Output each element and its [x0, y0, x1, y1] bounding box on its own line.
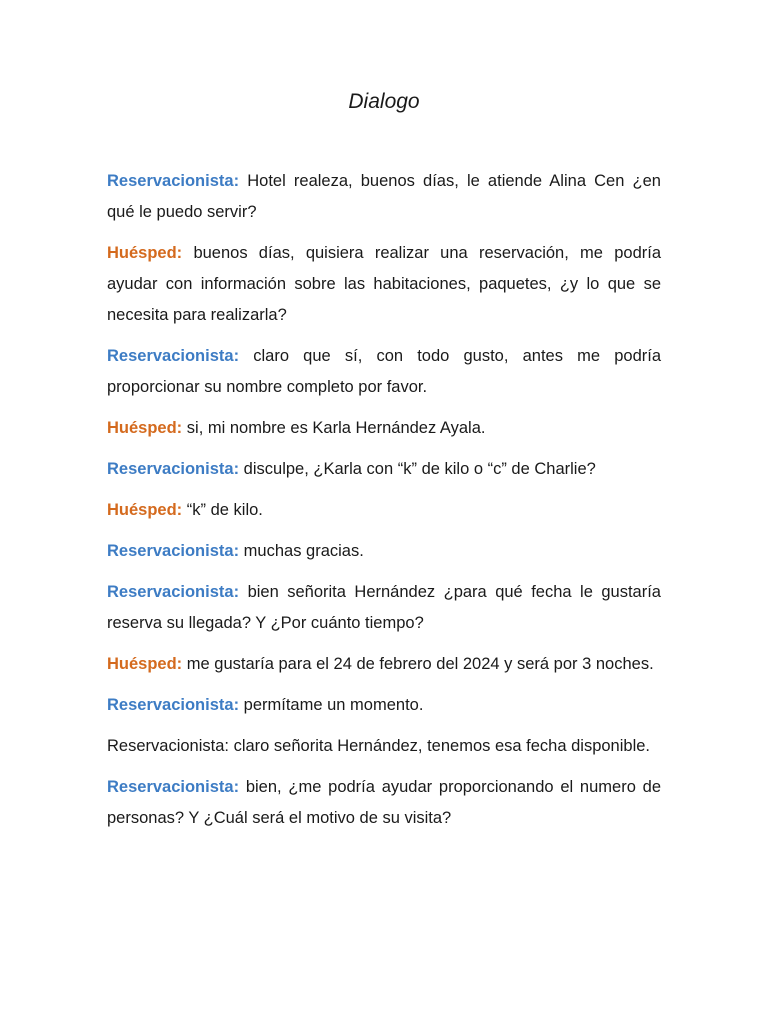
- line-text: “k” de kilo.: [186, 501, 263, 519]
- speaker-label: Huésped:: [107, 244, 183, 262]
- speaker-label: Reservacionista:: [107, 172, 240, 190]
- line-text: claro señorita Hernández, tenemos esa fecha disponible.: [233, 737, 650, 755]
- line-text: muchas gracias.: [243, 542, 364, 560]
- line-text: claro que sí, con todo gusto, antes me podría proporcionar su nombre completo por favor.: [107, 347, 661, 396]
- speaker-label: Reservacionista:: [107, 542, 240, 560]
- line-text: bien señorita Hernández ¿para qué fecha le gustaría reserva su llegada? Y ¿Por cuánto tiempo?: [107, 583, 661, 632]
- document-title: Dialogo: [348, 90, 420, 113]
- dialogue-line: [107, 577, 661, 639]
- line-text: buenos días, quisiera realizar una reservación, me podría ayudar con información sobre las habitaciones, paquetes, ¿y lo que se necesita para realizarla?: [107, 244, 662, 324]
- dialogue-line: [107, 690, 661, 721]
- dialogue-line: [107, 166, 661, 228]
- dialogue-line: [107, 649, 661, 680]
- dialogue-line: [107, 536, 661, 567]
- dialogue-line: [107, 495, 661, 526]
- dialogue-body: [107, 166, 661, 844]
- speaker-label: Reservacionista:: [107, 347, 240, 365]
- speaker-label: Reservacionista:: [107, 737, 229, 755]
- speaker-label: Reservacionista:: [107, 460, 240, 478]
- speaker-label: Reservacionista:: [107, 583, 240, 601]
- dialogue-line: [107, 454, 661, 485]
- speaker-label: Reservacionista:: [107, 778, 240, 796]
- dialogue-line: [107, 772, 661, 834]
- dialogue-line: [107, 413, 661, 444]
- speaker-label: Huésped:: [107, 419, 183, 437]
- line-text: Hotel realeza, buenos días, le atiende Alina Cen ¿en qué le puedo servir?: [107, 172, 661, 221]
- line-text: permítame un momento.: [243, 696, 424, 714]
- speaker-label: Reservacionista:: [107, 696, 240, 714]
- line-text: bien, ¿me podría ayudar proporcionando el numero de personas? Y ¿Cuál será el motivo de su visita?: [107, 778, 661, 827]
- line-text: si, mi nombre es Karla Hernández Ayala.: [186, 419, 486, 437]
- dialogue-line: [107, 341, 661, 403]
- dialogue-line: [107, 731, 661, 762]
- speaker-label: Huésped:: [107, 655, 183, 673]
- line-text: disculpe, ¿Karla con “k” de kilo o “c” de Charlie?: [243, 460, 596, 478]
- dialogue-line: [107, 238, 661, 331]
- speaker-label: Huésped:: [107, 501, 183, 519]
- line-text: me gustaría para el 24 de febrero del 2024 y será por 3 noches.: [186, 655, 654, 673]
